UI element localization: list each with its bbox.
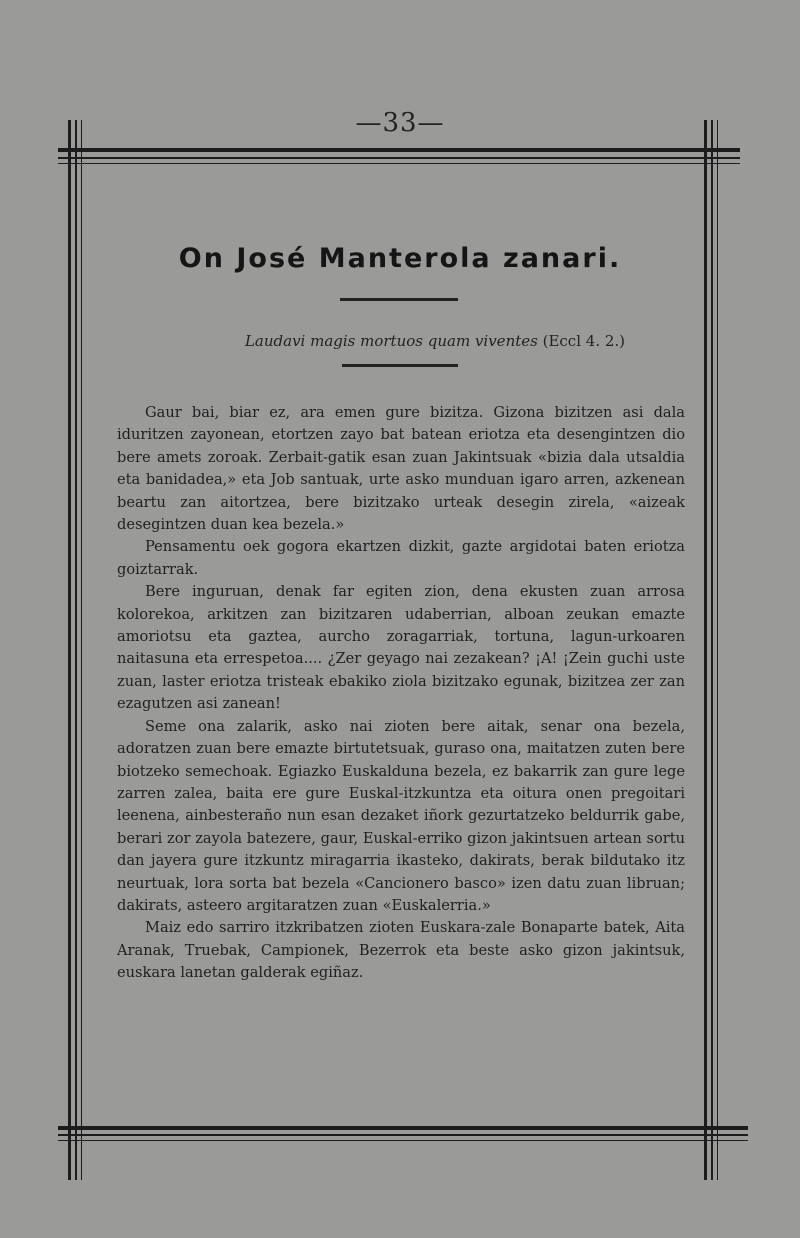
epigraph-text: Laudavi magis mortuos quam viventes — [244, 332, 538, 350]
frame-right-rule — [704, 120, 707, 1180]
frame-right-rule-inner — [711, 120, 713, 1180]
title-ornament — [340, 298, 458, 301]
frame-right-rule-inner2 — [717, 120, 718, 1180]
frame-top-rule — [58, 148, 740, 152]
paragraph: Gaur bai, biar ez, ara emen gure bizitza. Gizona bizitzen asi dala iduritzen zayonean, etortzen zayo bat batean eriotza eta desengintzen dio bere amets zoroak. Zerbait-gatik esan zuan Jakintsuak «bizia dala utsaldia eta banidadea,» eta Job santuak, urte asko munduan igaro arren, azkenean beartu zan aitortzea, bere bizitzako urteak desegin zirela, «aizeak desegintzen duan kea bezela.» — [117, 404, 685, 534]
frame-left-rule — [68, 120, 71, 1180]
epigraph — [200, 332, 670, 350]
paragraph: Seme ona zalarik, asko nai zioten bere aitak, senar ona bezela, adoratzen zuan bere emazte birtutetsuak, guraso ona, maitatzen zuten bere biotzeko semechoak. Egiazko Euskalduna bezela, ez bakarrik zan gure lege zarren zalea, baita ere gure Euskal-itzkuntza eta oitura onen pregoitari leenena, ainbesteraño nun esan dezaket iñork gezurtatzeko beldurrik gabe, berari zor zayola batezere, gaur, Euskal-erriko gizon jakintsuen artean sortu dan jayera gure itzkuntz miragarria ikasteko, dakirats, berak bildutako itz neurtuak, lora sorta bat bezela «Cancionero basco» izen datu zuan libruan; dakirats, asteero argitaratzen zuan «Euskalerria.» — [117, 717, 685, 914]
epigraph-rule — [342, 364, 458, 367]
paragraph: Bere inguruan, denak far egiten zion, dena ekusten zuan arrosa kolorekoa, arkitzen zan bizitzaren udaberrian, alboan zeukan emazte amoriotsu eta gaztea, aurcho zoragarriak, tortuna, lagun-urkoaren naitasuna eta errespetoa.... ¿Zer geyago nai zezakean? ¡A! ¡Zein guchi uste zuan, laster eriotza tristeak ebakiko ziola bizitzako egunak, bizitzea zer zan ezagutzen asi zanean! — [117, 583, 685, 713]
article-title: On José Manterola zanari. — [178, 243, 622, 274]
body-text — [117, 402, 685, 985]
frame-top-rule-inner — [58, 157, 740, 159]
frame-top-rule-inner2 — [58, 163, 740, 164]
page-number: —33— — [355, 108, 445, 138]
paragraph: Pensamentu oek gogora ekartzen dizkit, gazte argidotai baten eriotza goiztarrak. — [117, 538, 685, 578]
paragraph: Maiz edo sarriro itzkribatzen zioten Euskara-zale Bonaparte batek, Aita Aranak, Truebak, Campionek, Bezerrok eta beste asko gizon jakintsuk, euskara lanetan galderak egiñaz. — [117, 919, 685, 982]
frame-bottom-rule-inner2 — [58, 1140, 748, 1141]
frame-bottom-rule-inner — [58, 1134, 748, 1136]
frame-bottom-rule — [58, 1126, 748, 1130]
frame-left-rule-inner — [75, 120, 77, 1180]
frame-left-rule-inner2 — [81, 120, 82, 1180]
epigraph-reference: (Eccl 4. 2.) — [542, 332, 626, 350]
